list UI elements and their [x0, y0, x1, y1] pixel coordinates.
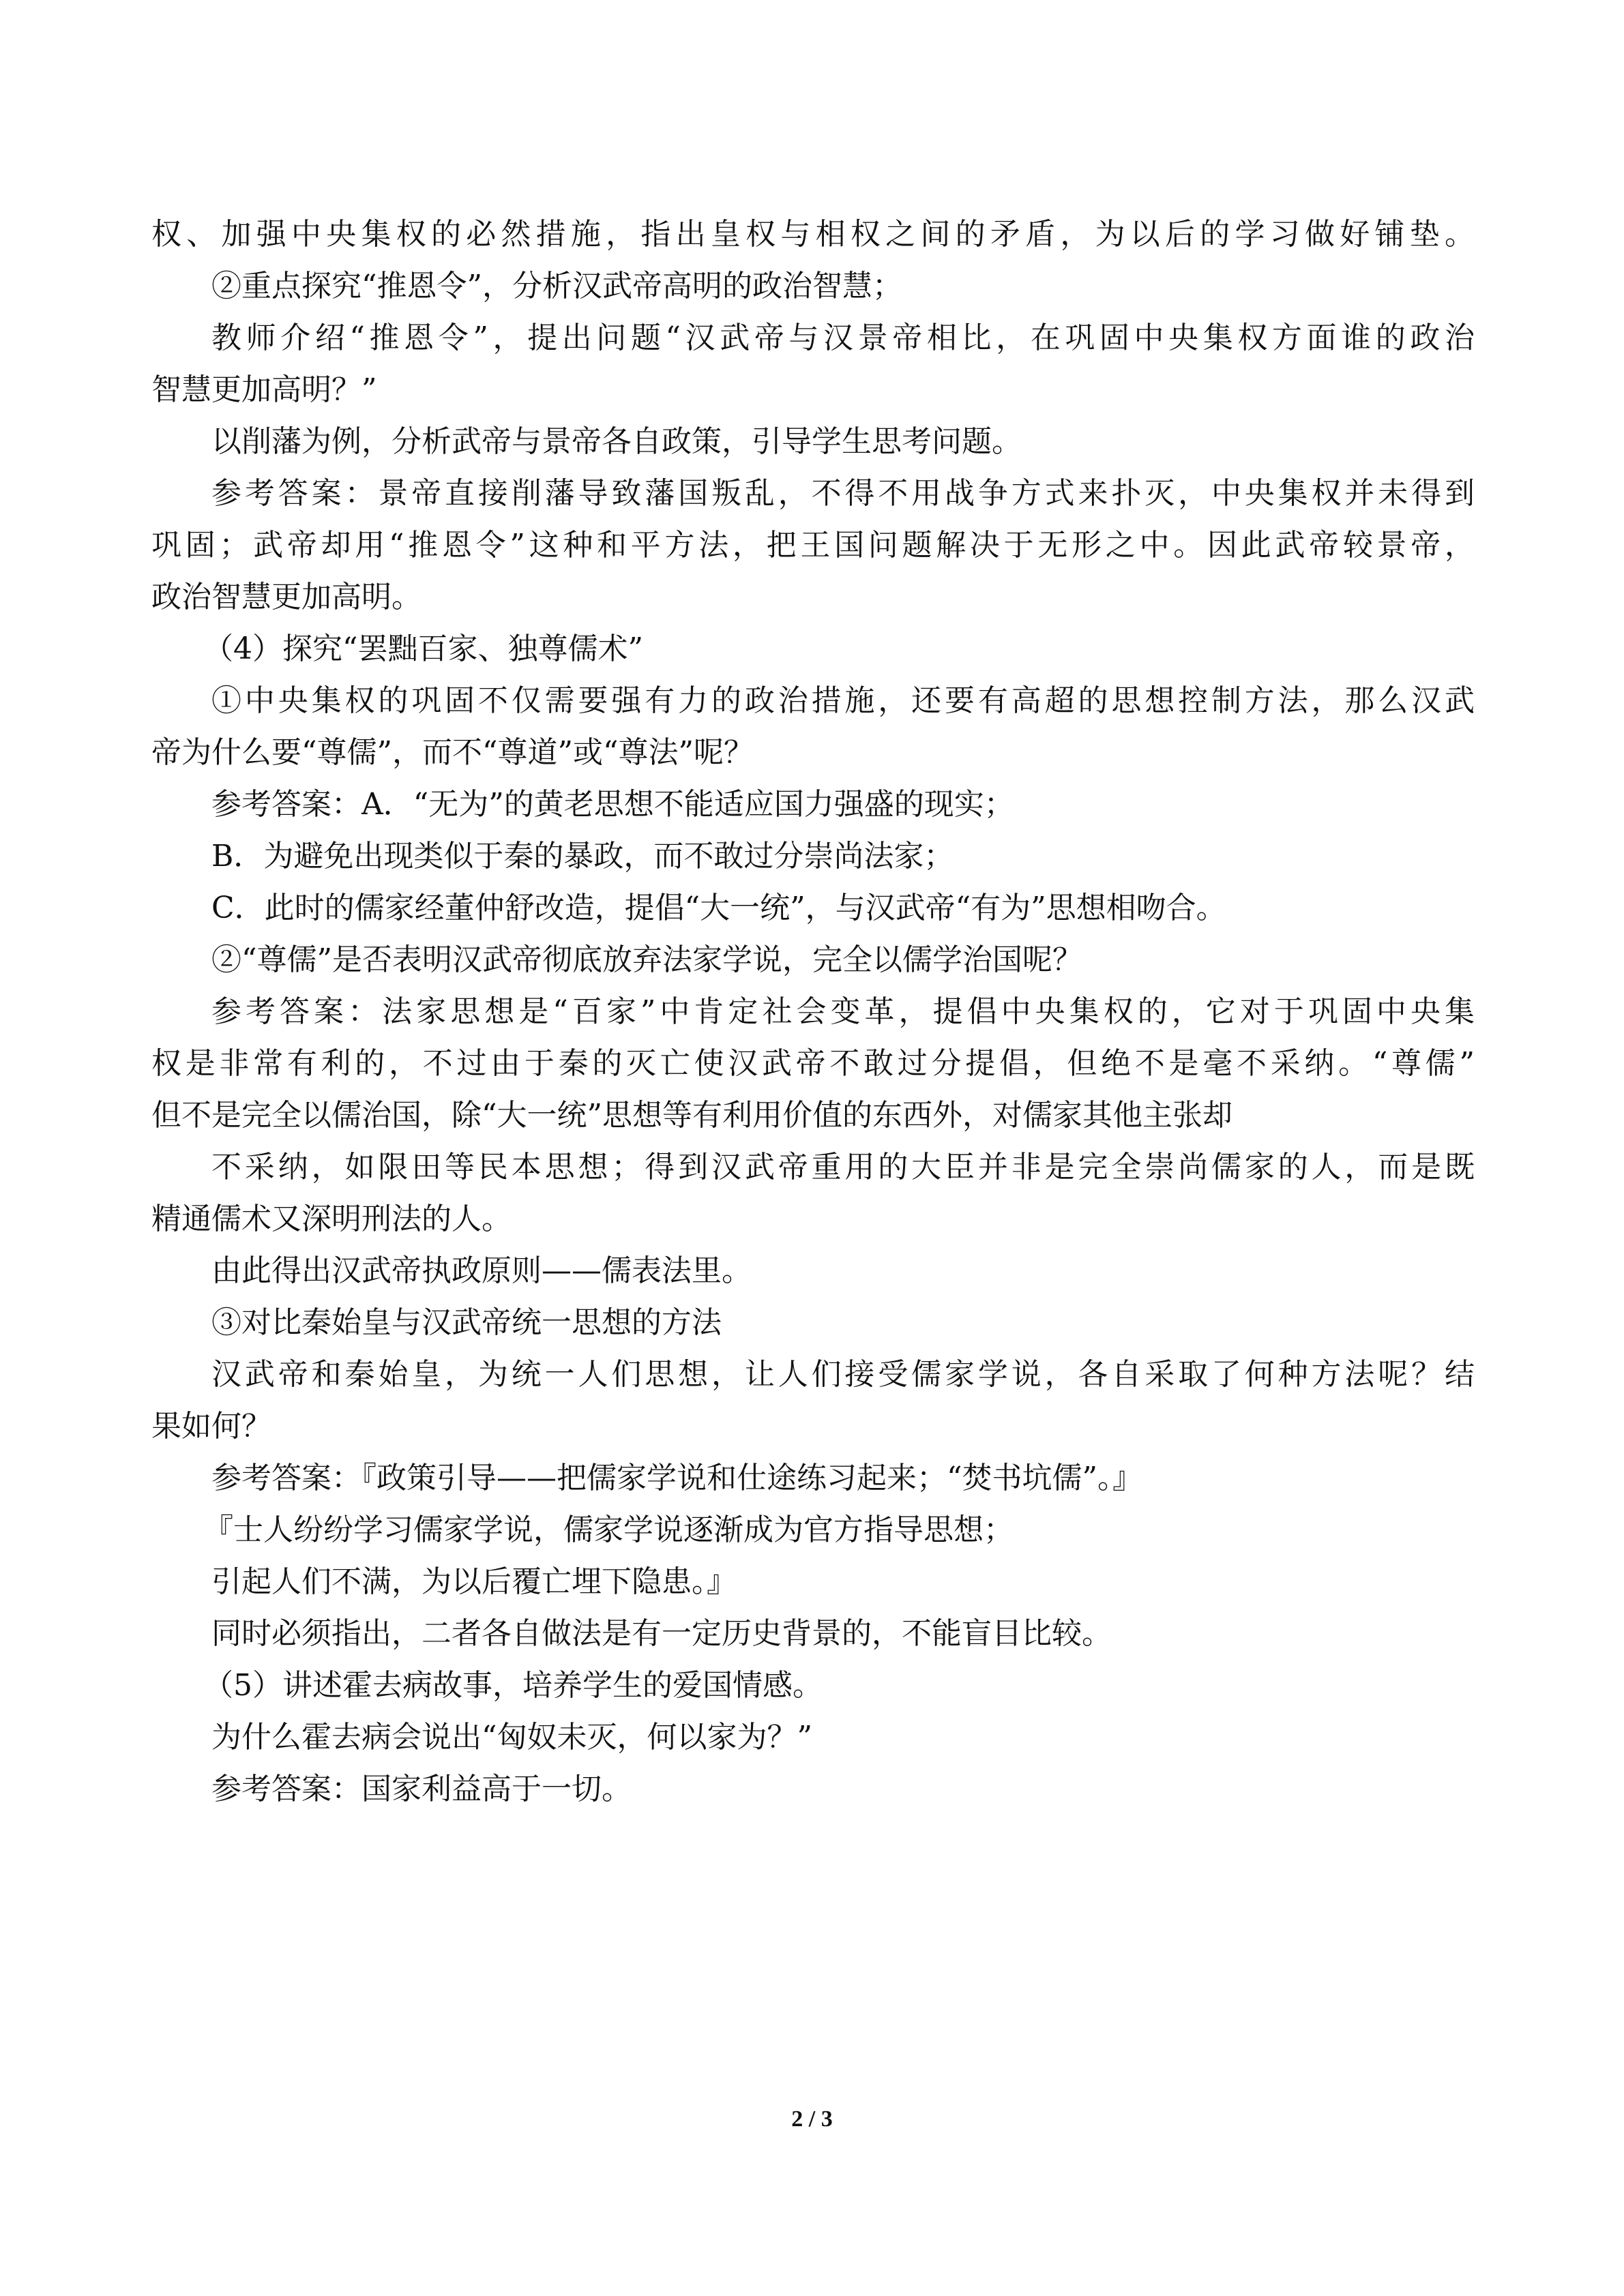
section-heading: （4）探究“罢黜百家、独尊儒术”: [203, 631, 643, 666]
paragraph-line: 教师介绍“推恩令”，提出问题“汉武帝与汉景帝相比，在巩固中央集权方面谁的政治: [211, 320, 1475, 355]
paragraph-line: 参考答案：A．“无为”的黄老思想不能适应国力强盛的现实；: [211, 787, 1014, 822]
paragraph-line: 精通儒术又深明刑法的人。: [151, 1202, 512, 1236]
page-number: 2 / 3: [791, 2106, 833, 2132]
paragraph-line: 以削藩为例，分析武帝与景帝各自政策，引导学生思考问题。: [211, 424, 1022, 459]
paragraph-line: 权是非常有利的，不过由于秦的灭亡使汉武帝不敢过分提倡，但绝不是毫不采纳。“尊儒”: [151, 1046, 1475, 1081]
paragraph-line: 『士人纷纷学习儒家学说，儒家学说逐渐成为官方指导思想；: [203, 1512, 1014, 1547]
paragraph-line: 但不是完全以儒治国，除“大一统”思想等有利用价值的东西外，对儒家其他主张却: [151, 1098, 1232, 1133]
paragraph-line: ②“尊儒”是否表明汉武帝彻底放弃法家学说，完全以儒学治国呢？: [211, 942, 1082, 977]
paragraph-line: 帝为什么要“尊儒”，而不“尊道”或“尊法”呢？: [151, 735, 754, 770]
paragraph-line: 果如何？: [151, 1409, 271, 1444]
paragraph-line: B．为避免出现类似于秦的暴政，而不敢过分崇尚法家；: [211, 839, 954, 874]
paragraph-line: 同时必须指出，二者各自做法是有一定历史背景的，不能盲目比较。: [211, 1616, 1112, 1651]
paragraph-line: 汉武帝和秦始皇，为统一人们思想，让人们接受儒家学说，各自采取了何种方法呢？结: [211, 1357, 1475, 1392]
paragraph-line: 参考答案：国家利益高于一切。: [211, 1772, 632, 1806]
paragraph-line: 不采纳，如限田等民本思想；得到汉武帝重用的大臣并非是完全崇尚儒家的人，而是既: [211, 1150, 1475, 1184]
paragraph-line: 智慧更加高明？”: [151, 372, 377, 407]
paragraph-line: 参考答案：景帝直接削藩导致藩国叛乱，不得不用战争方式来扑灭，中央集权并未得到: [211, 476, 1475, 511]
paragraph-line: ①中央集权的巩固不仅需要强有力的政治措施，还要有高超的思想控制方法，那么汉武: [211, 683, 1475, 718]
paragraph-line: C．此时的儒家经董仲舒改造，提倡“大一统”，与汉武帝“有为”思想相吻合。: [211, 891, 1226, 925]
paragraph-line: 巩固；武帝却用“推恩令”这种和平方法，把王国问题解决于无形之中。因此武帝较景帝，: [151, 528, 1475, 563]
paragraph-line: 引起人们不满，为以后覆亡埋下隐患。』: [211, 1564, 737, 1599]
paragraph-line: 政治智慧更加高明。: [151, 580, 422, 614]
paragraph-line: 参考答案：『政策引导——把儒家学说和仕途练习起来；“焚书坑儒”。』: [211, 1461, 1142, 1495]
paragraph-line: 参考答案：法家思想是“百家”中肯定社会变革，提倡中央集权的，它对于巩固中央集: [211, 994, 1475, 1029]
paragraph-line: ②重点探究“推恩令”，分析汉武帝高明的政治智慧；: [211, 269, 902, 303]
paragraph-line: ③对比秦始皇与汉武帝统一思想的方法: [211, 1305, 722, 1340]
paragraph-line: 权、加强中央集权的必然措施，指出皇权与相权之间的矛盾，为以后的学习做好铺垫。: [151, 217, 1475, 252]
section-heading: （5）讲述霍去病故事，培养学生的爱国情感。: [203, 1668, 823, 1703]
paragraph-line: 为什么霍去病会说出“匈奴未灭，何以家为？”: [211, 1720, 812, 1755]
document-body: [151, 209, 1475, 1815]
paragraph-line: 由此得出汉武帝执政原则——儒表法里。: [211, 1253, 752, 1288]
